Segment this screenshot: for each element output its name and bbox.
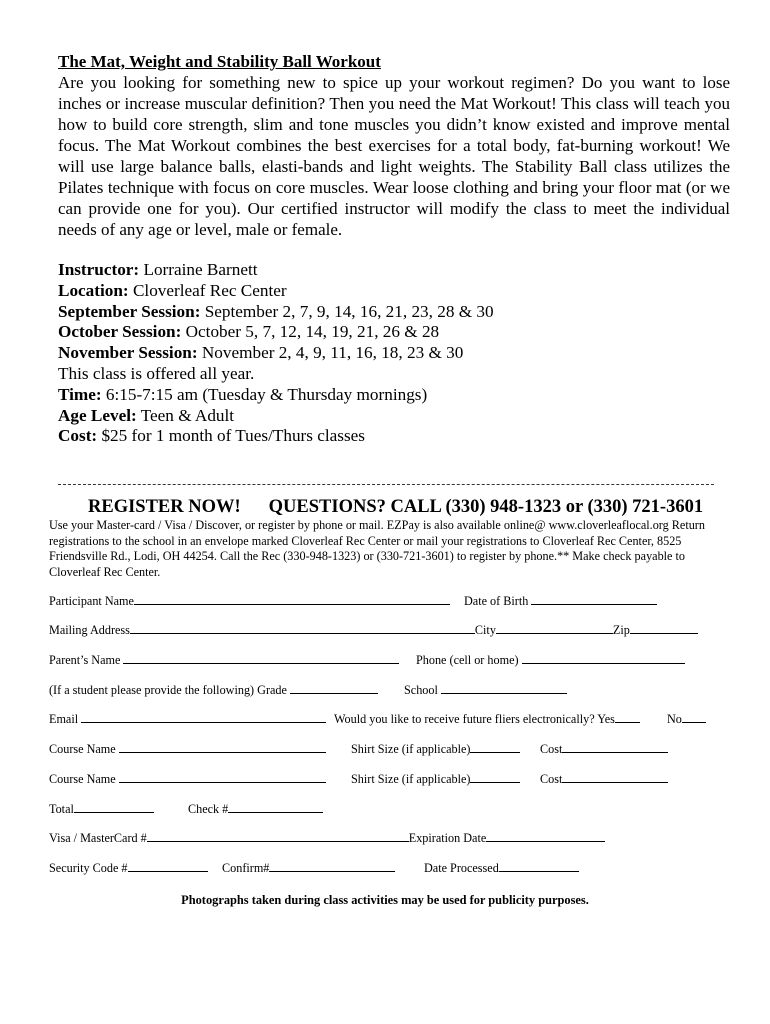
offered-line: This class is offered all year. <box>58 363 255 383</box>
shirt-size-field-2[interactable] <box>470 771 520 783</box>
participant-name-field[interactable] <box>134 593 450 605</box>
security-code-label: Security Code # <box>49 860 208 875</box>
location-value: Cloverleaf Rec Center <box>132 280 287 300</box>
check-field[interactable] <box>228 801 323 813</box>
zip-label: Zip <box>612 623 630 637</box>
november-session-line: November Session: November 2, 4, 9, 11, 16, 18, 23 & 30 <box>58 343 464 363</box>
course-name-field-1[interactable] <box>119 741 326 753</box>
age-level-line: Age Level: Teen & Adult <box>58 405 235 425</box>
location-line: Location: Cloverleaf Rec Center <box>58 280 287 300</box>
card-number-label: Visa / MasterCard # Expiration Date <box>49 830 605 845</box>
city-label: City <box>474 623 496 637</box>
date-of-birth-label: Date of Birth <box>464 593 657 608</box>
october-session-line: October Session: October 5, 7, 12, 14, 19, 21, 26 & 28 <box>58 322 440 342</box>
time-line: Time: 6:15-7:15 am (Tuesday & Thursday mornings) <box>58 384 428 404</box>
publicity-notice: Photographs taken during class activities may be used for publicity purposes. <box>181 893 589 907</box>
date-processed-field[interactable] <box>499 860 579 872</box>
cost-value: $25 for 1 month of Tues/Thurs classes <box>101 426 365 446</box>
october-dates: October 5, 7, 12, 14, 19, 21, 26 & 28 <box>185 322 440 342</box>
expiration-date-field[interactable] <box>486 830 605 842</box>
cost-field-2[interactable] <box>562 771 668 783</box>
instructor-line: Instructor: Lorraine Barnett <box>58 260 258 279</box>
november-dates: November 2, 4, 9, 11, 16, 18, 23 & 30 <box>201 343 464 363</box>
parents-name-field[interactable] <box>123 652 399 664</box>
shirt-size-label: Shirt Size (if applicable) <box>351 771 520 786</box>
school-label: School <box>404 682 567 697</box>
register-headline <box>88 497 703 518</box>
expiration-date-label: Expiration Date <box>408 831 487 845</box>
card-number-field[interactable] <box>147 830 409 842</box>
course-name-field-2[interactable] <box>119 771 326 783</box>
cost-label: Cost <box>540 741 668 756</box>
confirm-field[interactable] <box>269 860 395 872</box>
september-dates: September 2, 7, 9, 14, 16, 21, 23, 28 & 30 <box>204 301 494 321</box>
date-of-birth-field[interactable] <box>531 593 657 605</box>
confirm-label: Confirm# <box>222 860 395 875</box>
check-label: Check # <box>188 801 323 816</box>
cost-label: Cost <box>540 771 668 786</box>
questions-call-text: QUESTIONS? CALL (330) 948-1323 or (330) 721-3601 <box>268 497 704 517</box>
time-value: 6:15-7:15 am (Tuesday & Thursday mornings) <box>105 384 428 404</box>
course-name-label: Course Name <box>49 741 326 756</box>
september-session-line: September Session: September 2, 7, 9, 14, 16, 21, 23, 28 & 30 <box>58 301 494 321</box>
phone-field[interactable] <box>522 652 685 664</box>
email-field[interactable] <box>81 711 326 723</box>
fliers-no-label: No <box>667 711 706 726</box>
shirt-size-field-1[interactable] <box>470 741 520 753</box>
age-value: Teen & Adult <box>140 405 235 425</box>
parents-name-label: Parent’s Name <box>49 652 399 667</box>
zip-field[interactable] <box>630 622 698 634</box>
course-name-label: Course Name <box>49 771 326 786</box>
security-code-field[interactable] <box>128 860 208 872</box>
mailing-address-field[interactable] <box>130 622 475 634</box>
instructor-value: Lorraine Barnett <box>143 260 258 279</box>
class-details <box>58 260 730 447</box>
mailing-address-label: Mailing Address City Zip <box>49 622 698 637</box>
date-processed-label: Date Processed <box>424 860 579 875</box>
total-label: Total <box>49 801 154 816</box>
phone-label: Phone (cell or home) <box>416 652 685 667</box>
class-description-section <box>58 51 730 447</box>
fliers-yes-field[interactable] <box>615 711 640 723</box>
page-title: The Mat, Weight and Stability Ball Workout <box>58 52 381 71</box>
email-label: Email <box>49 711 326 726</box>
total-field[interactable] <box>74 801 154 813</box>
cost-field-1[interactable] <box>562 741 668 753</box>
city-field[interactable] <box>496 622 613 634</box>
school-field[interactable] <box>441 682 567 694</box>
participant-name-label: Participant Name <box>49 593 450 608</box>
fliers-no-field[interactable] <box>682 711 706 723</box>
registration-info: Use your Master-card / Visa / Discover, or register by phone or mail. EZPay is also available online@ www.cloverleaflocal.org Return registrations to the school in an envelope marked Cloverleaf Rec Center or mail your registrations to Cloverleaf Rec Center, 8525 Friendsville Rd., Lodi, OH 44254. Call the Rec (330-948-1323) or (330-721-3601) to register by phone.** Make check payable to Cloverleaf Rec Center. <box>49 518 705 579</box>
fliers-question: Would you like to receive future fliers electronically? Yes <box>334 711 640 726</box>
cost-line: Cost: $25 for 1 month of Tues/Thurs classes <box>58 426 365 446</box>
register-now-text: REGISTER NOW! <box>88 497 241 517</box>
shirt-size-label: Shirt Size (if applicable) <box>351 741 520 756</box>
description-paragraph: Are you looking for something new to spice up your workout regimen? Do you want to lose inches or increase muscular definition? Then you need the Mat Workout! This class will teach you how to build core strength, slim and tone muscles you didn’t know existed and improve mental focus. The Mat Workout combines the best exercises for a total body, fat-burning workout! We will use large balance balls, elasti-bands and light weights. The Stability Ball class utilizes the Pilates technique with focus on core muscles. Wear loose clothing and bring your floor mat (or we can provide one for you). Our certified instructor will modify the class to meet the individual needs of any age or level, male or female. <box>58 73 730 239</box>
grade-field[interactable] <box>290 682 378 694</box>
grade-label: (If a student please provide the following) Grade <box>49 682 378 697</box>
dashed-divider <box>58 484 714 485</box>
